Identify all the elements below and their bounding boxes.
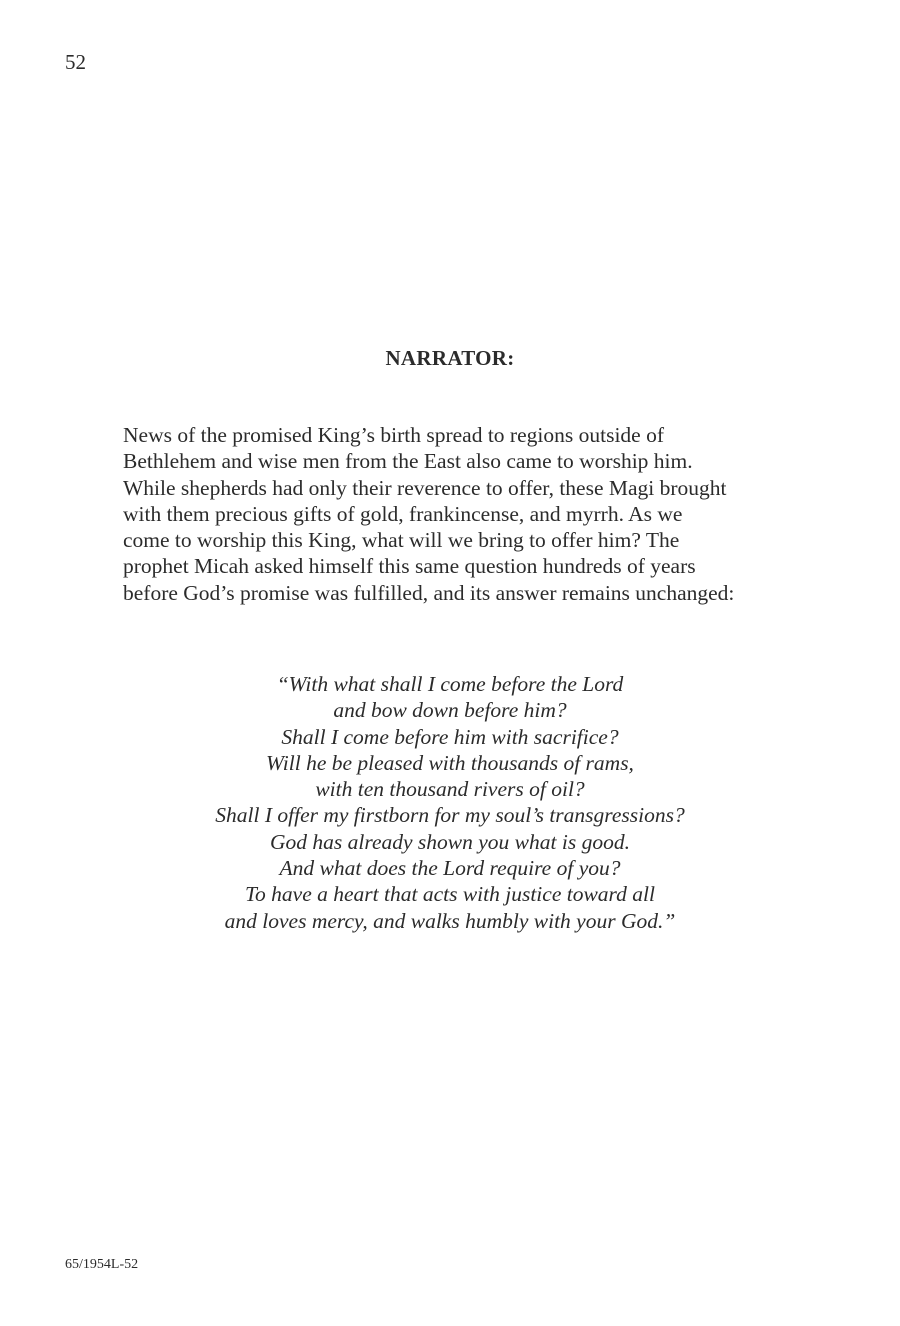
scripture-line: with ten thousand rivers of oil? — [315, 777, 585, 802]
scripture-line: “With what shall I come before the Lord — [276, 672, 624, 696]
narration-line: with them precious gifts of gold, frankincense, and myrrh. As we — [123, 501, 683, 526]
narration-paragraph — [123, 422, 823, 606]
scripture-line: Shall I come before him with sacrifice? — [281, 724, 619, 749]
scripture-line: To have a heart that acts with justice toward all — [245, 882, 655, 907]
scripture-quote — [0, 671, 900, 934]
speaker-heading: NARRATOR: — [385, 346, 515, 370]
narration-line: Bethlehem and wise men from the East also came to worship him. — [123, 449, 693, 474]
narration-line: News of the promised King’s birth spread to regions outside of — [123, 423, 664, 447]
narration-line: before God’s promise was fulfilled, and its answer remains unchanged: — [123, 580, 735, 605]
narration-line: come to worship this King, what will we bring to offer him? The — [123, 528, 680, 553]
scripture-line: and loves mercy, and walks humbly with your God.” — [224, 908, 676, 933]
scripture-line: Will he be pleased with thousands of rams, — [266, 750, 634, 775]
scripture-line: and bow down before him? — [333, 698, 567, 723]
scripture-line: And what does the Lord require of you? — [279, 856, 621, 881]
page-number: 52 — [65, 50, 86, 74]
narration-line: prophet Micah asked himself this same question hundreds of years — [123, 554, 696, 579]
narration-line: While shepherds had only their reverence to offer, these Magi brought — [123, 475, 727, 500]
catalog-code: 65/1954L-52 — [65, 1257, 139, 1272]
scripture-line: Shall I offer my firstborn for my soul’s transgressions? — [215, 803, 685, 828]
scripture-line: God has already shown you what is good. — [270, 829, 630, 854]
